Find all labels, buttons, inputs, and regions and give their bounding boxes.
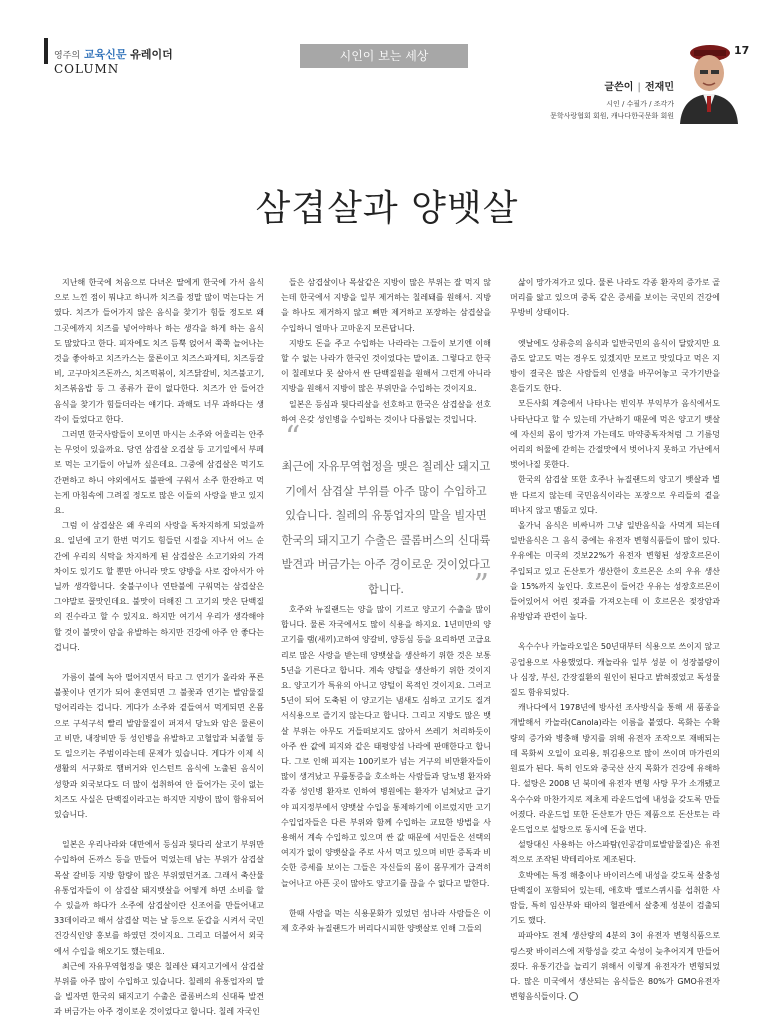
paragraph: 한때 사람을 먹는 식용문화가 있었던 섬나라 사람들은 이제 호주와 뉴질랜드가 버리다시피한 양뱃살로 인해 그들의 <box>281 908 491 934</box>
paragraph: 일본은 우리나라와 대만에서 등심과 뒷다리 살코기 부위만 수입하여 돈까스 등을 만들어 먹었는데 남는 부위가 삼겹살 목살 갈비등 지방 함량이 많은 부위였던거죠. 그래서 축산물 유통업자들이 이 삼겹살 돼지뱃살을 어떻게 하면 소비를 할 수 있을까 하다가 소주에 삼겹살이란 신조어를 만들어내고 33데이라고 해서 삼겹살 먹는 날 등으로 둔갑을 시켜서 국민건강식인양 홍보를 하였던 것이지요. 그리고 더불어서 외국에서 수입을 해오기도 했는데요. <box>54 840 264 956</box>
author-roles: 시인 / 수필가 / 조각가 <box>606 100 674 108</box>
logo-prefix: 영주의 <box>54 51 81 61</box>
byline-author <box>434 78 674 93</box>
quote-open-mark: “ <box>285 420 301 455</box>
author-name: 전재민 <box>645 82 674 93</box>
article-column-2-top <box>281 275 491 427</box>
article-column-3 <box>510 275 720 1004</box>
logo-suffix: 유레이더 <box>130 48 173 61</box>
publication-logo <box>54 46 173 62</box>
paragraph: 캐나다에서 1978년에 방사선 조사방식을 통해 새 품종을 개발해서 카놀라(Canola)라는 이름을 붙였다. 목화는 수확량의 증가와 병충해 방지를 위해 유전자 조작으로 재배되는데 목화씨 오일이 요리용, 튀김용으로 많이 쓰이며 마가린의 원료가 된다. 특히 인도와 중국산 산지 목화가 건강에 유해하다. 설탕은 2008 년 북미에 유전자 변형 사탕 무가 소개됐고 옥수수와 마찬가지로 제초제 라운드업에 내성을 갖도록 만들어졌다. 라운드업 또한 돈산토가 만든 제품으로 돈산토는 라운드업으로 설탕으로 동시에 돈을 번다. <box>510 703 720 834</box>
paragraph: 일본은 등심과 뒷다리살을 선호하고 한국은 삼겹살을 선호하여 은갖 성인병을 수입하는 것이나 다름없는 것입니다. <box>281 399 491 424</box>
byline-separator: | <box>637 82 642 93</box>
page-number: 17 <box>734 44 750 57</box>
pull-quote <box>281 420 491 603</box>
byline-label: 글쓴이 <box>604 82 634 93</box>
paragraph: 최근에 자유무역협정을 맺은 칠레산 돼지고기에서 삼겹살 부위를 아주 많이 수입하고 있습니다. 칠레의 유통업자의 말을 빌자면 한국의 돼지고기 수출은 콜롬버스의 신대륙 발견과 버금가는 아주 경이로운 것이었다고 합니다. 칠레 자국인 <box>54 961 264 1017</box>
paragraph <box>510 928 720 1004</box>
paragraph: 설탕대신 사용하는 아스파탐(인공감미료발암물질)은 유전적으로 조작된 박테리아로 제조된다. <box>510 840 720 865</box>
paragraph: 삶이 망가져가고 있다. 물론 나라도 각종 환자의 증가로 골머리를 앓고 있으며 중독 같은 증세를 보이는 국민의 건강에 무방비 상태이다. <box>510 278 720 318</box>
paragraph: 한국의 삼겹살 또한 호주나 뉴질랜드의 양고기 뱃살과 별반 다르지 않는데 국민음식이라는 포장으로 우리들의 곁을 떠나지 않고 맴돌고 있다. <box>510 475 720 515</box>
article-column-2-bottom <box>281 602 491 936</box>
byline <box>434 78 674 121</box>
paragraph: 가름이 불에 녹아 떨어지면서 타고 그 연기가 올라와 푸른 불꽃이나 연기가 되어 훈연되면 그 불꽃과 연기는 발암물질 덩어리라는 겁니다. 게다가 소주와 곁들여서 먹게되면 온몸으로 구석구석 빨리 발암물질이 퍼져서 당뇨와 암은 물론이고 비만, 내장비만 등 성인병을 유발하고 고혈압과 뇌졸혈 등도 일으키는 주범이라는데 문제가 있습니다. 게다가 이제 식생활의 서구화로 햄버거와 인스턴트 음식에 노출된 음식이 성향과 외국보다도 더 많이 섭취하여 안 들어가는 곳이 없는 치즈도 사실은 단백질이라고는 하지만 지방이 많이 함유되어 있습니다. <box>54 673 264 819</box>
logo-paper-name: 교육신문 <box>83 48 127 61</box>
quote-close-mark: ” <box>473 568 489 603</box>
section-tab: 시인이 보는 세상 <box>300 44 468 68</box>
paragraph-text: 파파야도 전체 생산량의 4분의 3이 유전자 변형식품으로 링스팟 바이러스에 저항성을 갖고 숙성이 늦추어지게 만들어졌다. 유통기간을 늘리기 위해서 이렇게 유전자가 변형되었다. 많은 미국에서 생산되는 음식들은 80%가 GMO유전자 변형음식들이다. <box>510 931 720 1002</box>
article-column-1 <box>54 275 264 1020</box>
paragraph: 지난해 한국에 처음으로 다녀온 딸에게 한국에 가서 음식으로 느낀 점이 뭐냐고 하니까 치즈를 정말 많이 먹는다는 거였다. 치즈가 들어가지 않은 음식을 찾기가 힘들 정도로 왜 그곳에까지 치즈를 넣어야하나 하는 생각을 하게 하는 음식도 많았다고 한다. 피자에도 치즈 듬뿍 얹어서 쭉쭉 늘어나는 것을 좋아하고 치즈카스는 물론이고 치즈스파게티, 치즈등갈비, 고구마치즈돈까스, 치즈떡볶이, 치즈닭갈비, 치즈불고기, 치즈볶음밥 등 그 종류가 끝이 없다한다. 치즈가 안 들어간 음식을 찾기가 힘들더라는 얘기다. 과해도 너무 과하다는 생각이 들었다고 한다. <box>54 278 264 424</box>
paragraph: 그러면 한국사람들이 모이면 마시는 소주와 어울리는 안주는 무엇이 있을까요. 당연 삼겹살 오겹살 등 고기일에서 부페로 먹는 고기들이 아닐까 싶은데요. 그중에 삼겹살은 먹기도 간편하고 하니 야외에서도 불판에 구워서 소주 한잔하고 먹는게 마침속에 그려질 정도로 많은 이들의 사랑을 받고 있지요. <box>54 430 264 516</box>
end-mark-icon <box>569 992 578 1001</box>
author-portrait <box>676 40 740 124</box>
article-title: 삼겹살과 양뱃살 <box>255 188 519 229</box>
paragraph: 엣날에도 상류층의 음식과 일반국민의 음식이 달랐지만 요즘도 알고도 먹는 경우도 있겠지만 모르고 맛있다고 먹은 지방이 결국은 많은 사람들의 인생을 바꾸어놓고 국가기반을 흔들기도 한다. <box>510 338 720 394</box>
logo-bar <box>44 38 48 64</box>
paragraph: 올가닉 음식은 비싸니까 그냥 일반음식을 사먹게 되는데 일반음식은 그 음식 중에는 유전자 변형식품들이 많이 있다. 우유에는 미국의 것보22%가 유전자 변형된 성장호르몬이 주입되고 있고 돈산토가 생산한이 호르몬은 소의 우유 생산을 15%까지 높인다. 호르몬이 들어간 우유는 성장호르몬이 들어있어서 어린 젖과를 가져오는데 이 호르몬은 젖장암과 유방암과 관련이 높다. <box>510 521 720 622</box>
column-label: COLUMN <box>54 62 120 76</box>
paragraph: 지방도 돈을 주고 수입하는 나라라는 그들이 보기엔 이해할 수 없는 나라가 한국인 것이었다는 말이죠. 그렇다고 한국이 칠레보다 못 살아서 싼 단백질원을 원해서 그런게 아니라 지방을 원해서 지방이 많은 부위만을 수입하는 것이지요. <box>281 338 491 394</box>
paragraph: 모든사회 계층에서 나타나는 빈익부 부익부가 음식에서도 나타난다고 할 수 있는데 가난하기 때문에 먹은 양고기 뱃살에 자신의 몸이 망가져 가는데도 마약중독자처럼 그 기름덩어리의 허물에 갇히는 간절맛에서 벗어나지 못하고 가난에서 벗어나질 못한다. <box>510 399 720 470</box>
paragraph: 옥수수나 카놀라오일은 50년대부터 식용으로 쓰이지 않고 공업용으로 사용했었다. 캐놀라유 일부 성분 이 성장불량이나 심장, 부신, 간장질환의 원인이 된다고 밝혀졌었고 독성물질도 함유되었다. <box>510 642 720 698</box>
paragraph: 호주와 뉴질랜드는 양을 많이 기르고 양고기 수출을 많이 합니다. 물론 자국에서도 많이 식용을 하지요. 1년미만의 양고기를 램(새끼)고하여 양갈비, 양등심 등을 요리하면 고급요리로 많은 사랑을 받는데 양뱃살을 생산하기 위한 것은 보통 5년을 기른다고 합니다. 계속 양털을 생산하기 위한 것이지요. 양고기가 특유의 아니고 양털이 목적인 것이지요. 그러고 5년이 되어 도축된 이 양고기는 냄새도 심하고 고기도 질겨 서식용으로 즐기지 않는다고 합니다. 그리고 지방도 많은 뱃살 부위는 아무도 거들떠보지도 않아서 쓰레기 처리하듯이 아주 싼 값에 피지와 같은 태평양섬 나라에 판매한다고 합니다. 그로 인해 피지는 100키로가 넘는 거구의 비만환자들이 많이 생겨났고 무릎통증을 호소하는 사람들과 당뇨병 환자와 각종 성인병 환자로 인하여 병원에는 환자가 넘쳐났고 급기야 피지정부에서 양뱃살 수입을 통제하기에 이르렀지만 고기 수입업자들은 다른 부위와 함께 수입하는 교묘한 방법을 사용해서 계속 수입하고 있으며 싼 값 때문에 서민들은 선택의 여지가 없이 양뱃살을 주로 사서 먹고 있으며 비만 증독과 비슷한 증세를 보이는 그들은 자신들의 몸이 몸무게가 급격히 늘어나고 아픈 곳이 많아도 양고기를 끊을 수 없다고 말한다. <box>281 605 491 888</box>
author-affiliation: 문학사랑협회 회원, 캐나다한국문화 회원 <box>550 112 674 120</box>
pull-quote-text: 최근에 자유무역협정을 맺은 칠레산 돼지고기에서 삼겹살 부위를 아주 많이 수입하고 있습니다. 칠레의 유통업자의 말을 빌자면 한국의 돼지고기 수출은 콜롬버스의 신대륙 발견과 버금가는 아주 경이로운 것이었다고 합니다. <box>281 460 491 596</box>
paragraph: 그럼 이 삼겹살은 왜 우리의 사랑을 독차지하게 되었을까요. 일년에 고기 한번 먹기도 힘들던 시절을 지나서 어느 순간에 우리의 식탁을 차지하게 된 삼겹살은 소고기와의 가격차이도 있기도 할 뿐만 아니라 맛도 양방을 사로 잡아서가 아닐까 생각합니다. 숯불구이나 연탄불에 구워먹는 삼겹살은 그야말로 꿀맛인데요. 불맛이 더해진 그 고기의 맛은 단백질의 진수라고 할 수 있지요. 하지만 여기서 우리가 생각해야 할 것이 불맛이 암을 유발하는 하지만 건강에 아주 안 좋다는 겁니다. <box>54 521 264 652</box>
paragraph: 호박에는 특정 해충이나 바이러스에 내성을 갖도록 살충성 단백질이 포함되어 있는데, 애호박 옐로스퀴시를 섭취한 사람들, 특히 임산부와 태아의 혈관에서 살충제 성분이 검출되기도 했다. <box>510 870 720 926</box>
paragraph: 들은 삼겹살이나 목살같은 지방이 많은 부위는 잘 먹지 않는데 한국에서 지방을 일부 제거하는 칠레돼를 원해서. 지방을 하나도 제거하지 않고 뼈만 제거하고 포장하는 삼겹살을 수입하니 얼마나 고마운지 모른답니다. <box>281 278 491 333</box>
